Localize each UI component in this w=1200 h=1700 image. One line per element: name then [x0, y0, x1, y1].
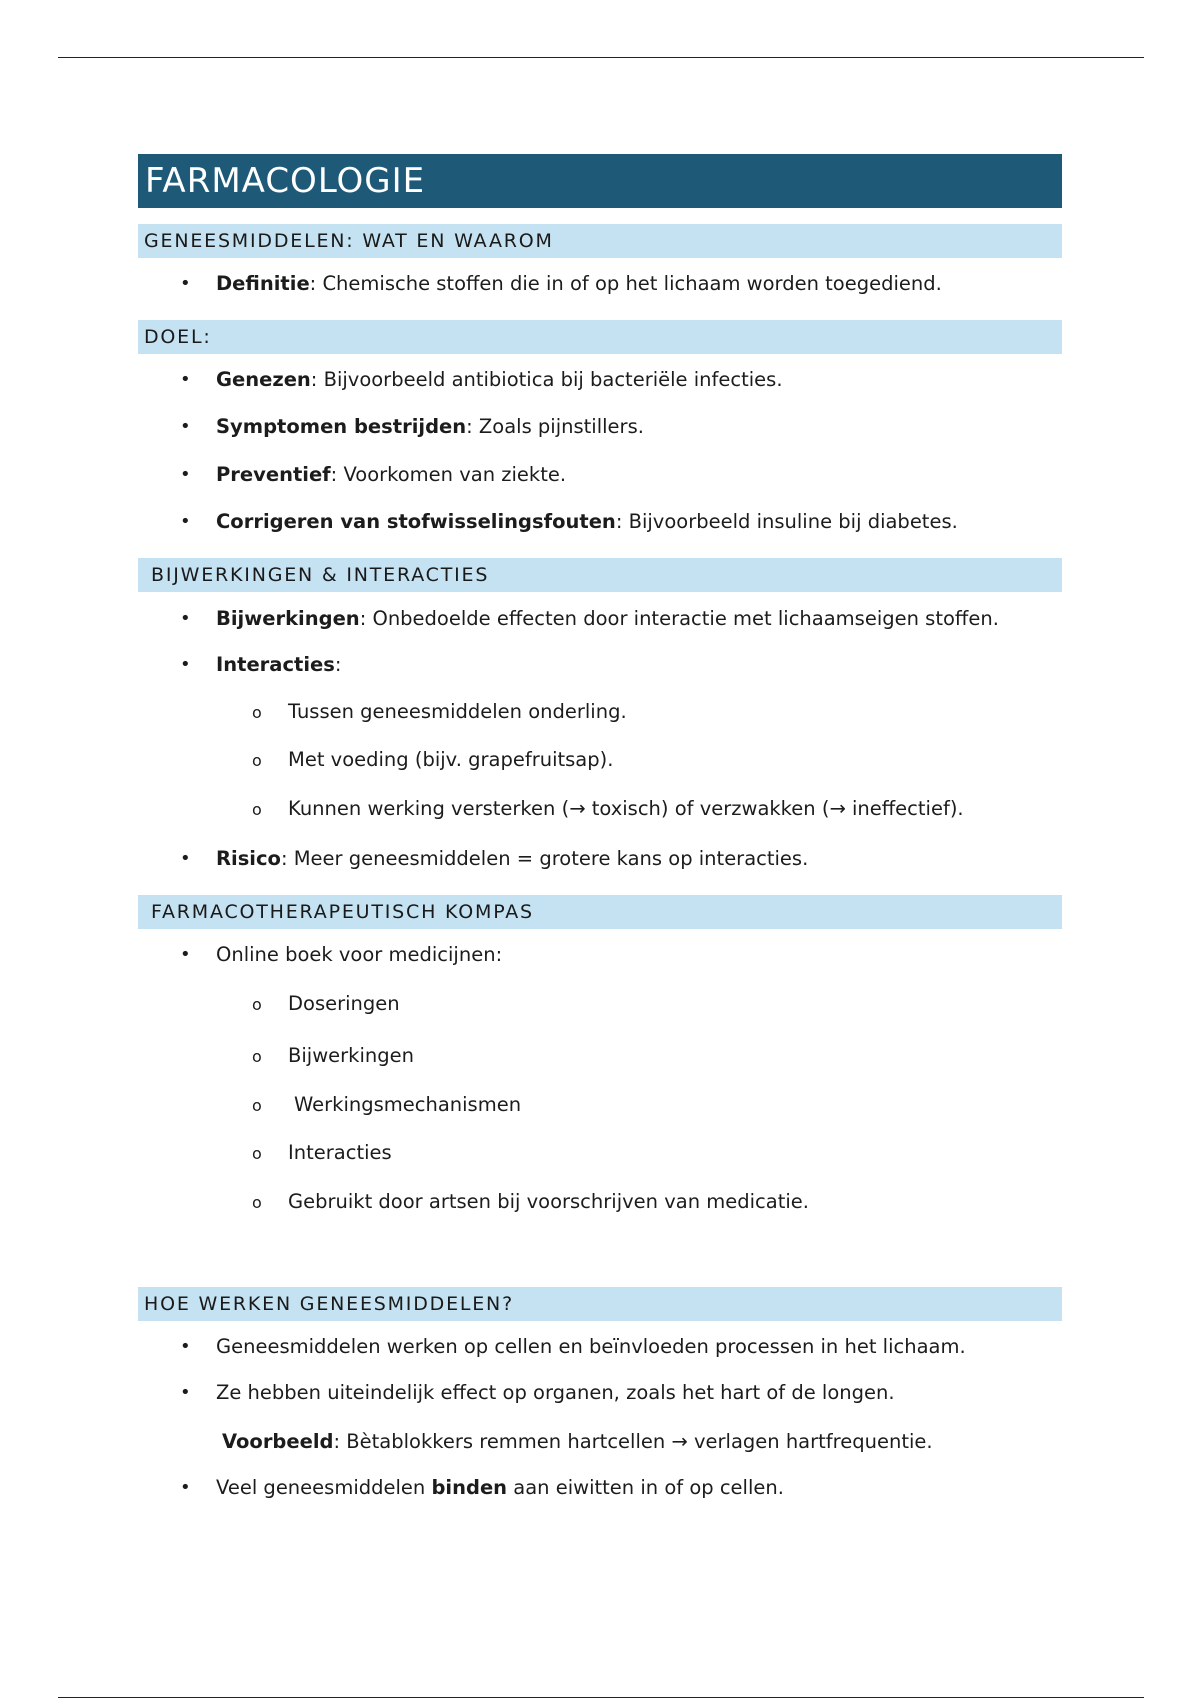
section-heading-hoe-werken: HOE WERKEN GENEESMIDDELEN?	[138, 1287, 1062, 1321]
sub-bullet-icon: o	[252, 1047, 262, 1066]
bullet-icon: •	[180, 1382, 191, 1403]
list-item-bijwerkingen: Bijwerkingen: Onbedoelde effecten door interactie met lichaamseigen stoffen.	[216, 607, 999, 630]
sub-list-item: Kunnen werking versterken (→ toxisch) of verzwakken (→ ineffectief).	[288, 797, 964, 820]
sub-bullet-icon: o	[252, 751, 262, 770]
bottom-rule	[58, 1697, 1144, 1698]
list-item-binden: Veel geneesmiddelen binden aan eiwitten in of op cellen.	[216, 1476, 784, 1499]
sub-list-item: Met voeding (bijv. grapefruitsap).	[288, 748, 614, 771]
list-item-definitie: Definitie: Chemische stoffen die in of op het lichaam worden toegediend.	[216, 272, 942, 295]
bullet-icon: •	[180, 1477, 191, 1498]
sub-list-item: Interacties	[288, 1141, 392, 1164]
bullet-icon: •	[180, 416, 191, 437]
sub-list-item: Bijwerkingen	[288, 1044, 414, 1067]
bullet-icon: •	[180, 654, 191, 675]
bullet-icon: •	[180, 369, 191, 390]
sub-bullet-icon: o	[252, 1144, 262, 1163]
list-item-cellen: Geneesmiddelen werken op cellen en beïnvloeden processen in het lichaam.	[216, 1335, 966, 1358]
sub-list-item: Werkingsmechanismen	[294, 1093, 522, 1116]
bullet-icon: •	[180, 944, 191, 965]
sub-bullet-icon: o	[252, 1096, 262, 1115]
bullet-icon: •	[180, 273, 191, 294]
list-item-corrigeren: Corrigeren van stofwisselingsfouten: Bijvoorbeeld insuline bij diabetes.	[216, 510, 958, 533]
bullet-icon: •	[180, 511, 191, 532]
section-heading-kompas: FARMACOTHERAPEUTISCH KOMPAS	[138, 895, 1062, 929]
page-title: FARMACOLOGIE	[138, 154, 1062, 208]
list-item-interacties: Interacties:	[216, 653, 342, 676]
bullet-icon: •	[180, 464, 191, 485]
sub-bullet-icon: o	[252, 800, 262, 819]
bullet-icon: •	[180, 608, 191, 629]
example-line: Voorbeeld: Bètablokkers remmen hartcellen → verlagen hartfrequentie.	[222, 1430, 933, 1453]
bullet-icon: •	[180, 1336, 191, 1357]
list-item-symptomen: Symptomen bestrijden: Zoals pijnstillers.	[216, 415, 644, 438]
sub-list-item: Doseringen	[288, 992, 400, 1015]
sub-bullet-icon: o	[252, 703, 262, 722]
section-heading-bijwerkingen: BIJWERKINGEN & INTERACTIES	[138, 558, 1062, 592]
top-rule	[58, 57, 1144, 58]
sub-bullet-icon: o	[252, 1193, 262, 1212]
list-item-risico: Risico: Meer geneesmiddelen = grotere kans op interacties.	[216, 847, 809, 870]
section-heading-doel: DOEL:	[138, 320, 1062, 354]
section-heading-geneesmiddelen: GENEESMIDDELEN: WAT EN WAAROM	[138, 224, 1062, 258]
list-item-organen: Ze hebben uiteindelijk effect op organen, zoals het hart of de longen.	[216, 1381, 895, 1404]
sub-bullet-icon: o	[252, 995, 262, 1014]
sub-list-item: Tussen geneesmiddelen onderling.	[288, 700, 627, 723]
list-item-genezen: Genezen: Bijvoorbeeld antibiotica bij bacteriële infecties.	[216, 368, 783, 391]
list-item-online-boek: Online boek voor medicijnen:	[216, 943, 503, 966]
bullet-icon: •	[180, 848, 191, 869]
sub-list-item: Gebruikt door artsen bij voorschrijven van medicatie.	[288, 1190, 809, 1213]
list-item-preventief: Preventief: Voorkomen van ziekte.	[216, 463, 567, 486]
